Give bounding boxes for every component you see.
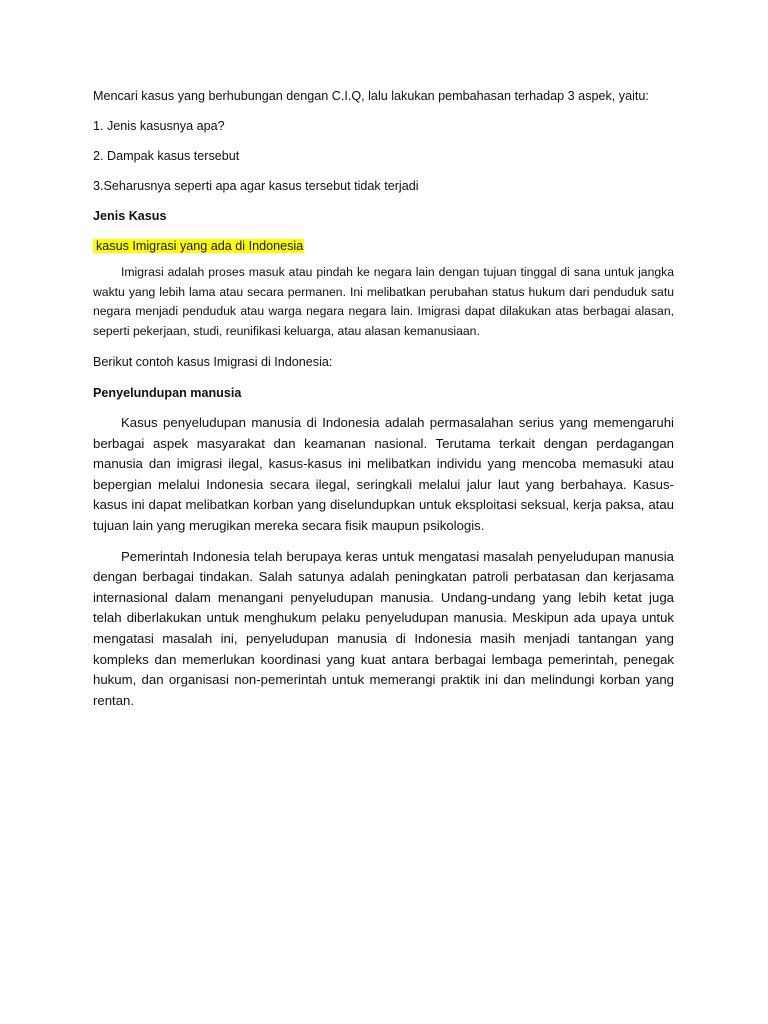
heading-penyelundupan: Penyelundupan manusia — [93, 386, 242, 400]
highlighted-text: kasus Imigrasi yang ada di Indonesia — [93, 239, 304, 253]
paragraph-imigrasi: Imigrasi adalah proses masuk atau pindah ke negara lain dengan tujuan tinggal di sana untuk jangka waktu yang lebih lama atau secara permanen. Ini melibatkan perubahan status hukum dari penduduk satu negara menjadi penduduk atau warga negara negara lain. Imigrasi dapat dilakukan atas berbagai alasan, seperti pekerjaan, studi, reunifikasi keluarga, atau alasan kemanusiaan. — [93, 265, 674, 338]
paragraph-kasus: Kasus penyeludupan manusia di Indonesia adalah permasalahan serius yang memengaruhi berbagai aspek masyarakat dan keamanan nasional. Terutama terkait dengan perdagangan manusia dan imigrasi ilegal, kasus-kasus ini melibatkan individu yang mencoba memasuki atau bepergian melalui Indonesia secara ilegal, seringkali melalui jalur laut yang berbahaya. Kasus-kasus ini dapat melibatkan korban yang diselundupkan untuk eksploitasi seksual, kerja paksa, atau tujuan lain yang merugikan mereka secara fisik maupun psikologis. — [93, 415, 674, 533]
heading-jenis-kasus: Jenis Kasus — [93, 209, 167, 223]
list-item-1: 1. Jenis kasusnya apa? — [93, 119, 225, 133]
list-item-3: 3.Seharusnya seperti apa agar kasus tersebut tidak terjadi — [93, 179, 419, 193]
intro-text: Mencari kasus yang berhubungan dengan C.I.Q, lalu lakukan pembahasan terhadap 3 aspek, yaitu: — [93, 89, 649, 103]
contoh-intro-text: Berikut contoh kasus Imigrasi di Indonesia: — [93, 355, 333, 369]
paragraph-pemerintah: Pemerintah Indonesia telah berupaya keras untuk mengatasi masalah penyeludupan manusia dengan berbagai tindakan. Salah satunya adalah peningkatan patroli perbatasan dan kerjasama internasional dalam menangani penyeludupan manusia. Undang-undang yang lebih ketat juga telah diberlakukan untuk menghukum pelaku penyeludupan manusia. Meskipun ada upaya untuk mengatasi masalah ini, penyeludupan manusia di Indonesia masih menjadi tantangan yang kompleks dan memerlukan koordinasi yang kuat antara berbagai lembaga pemerintah, penegak hukum, dan organisasi non-pemerintah untuk memerangi praktik ini dan melindungi korban yang rentan. — [93, 548, 674, 708]
list-item-2: 2. Dampak kasus tersebut — [93, 149, 240, 163]
highlight-line — [93, 236, 674, 256]
